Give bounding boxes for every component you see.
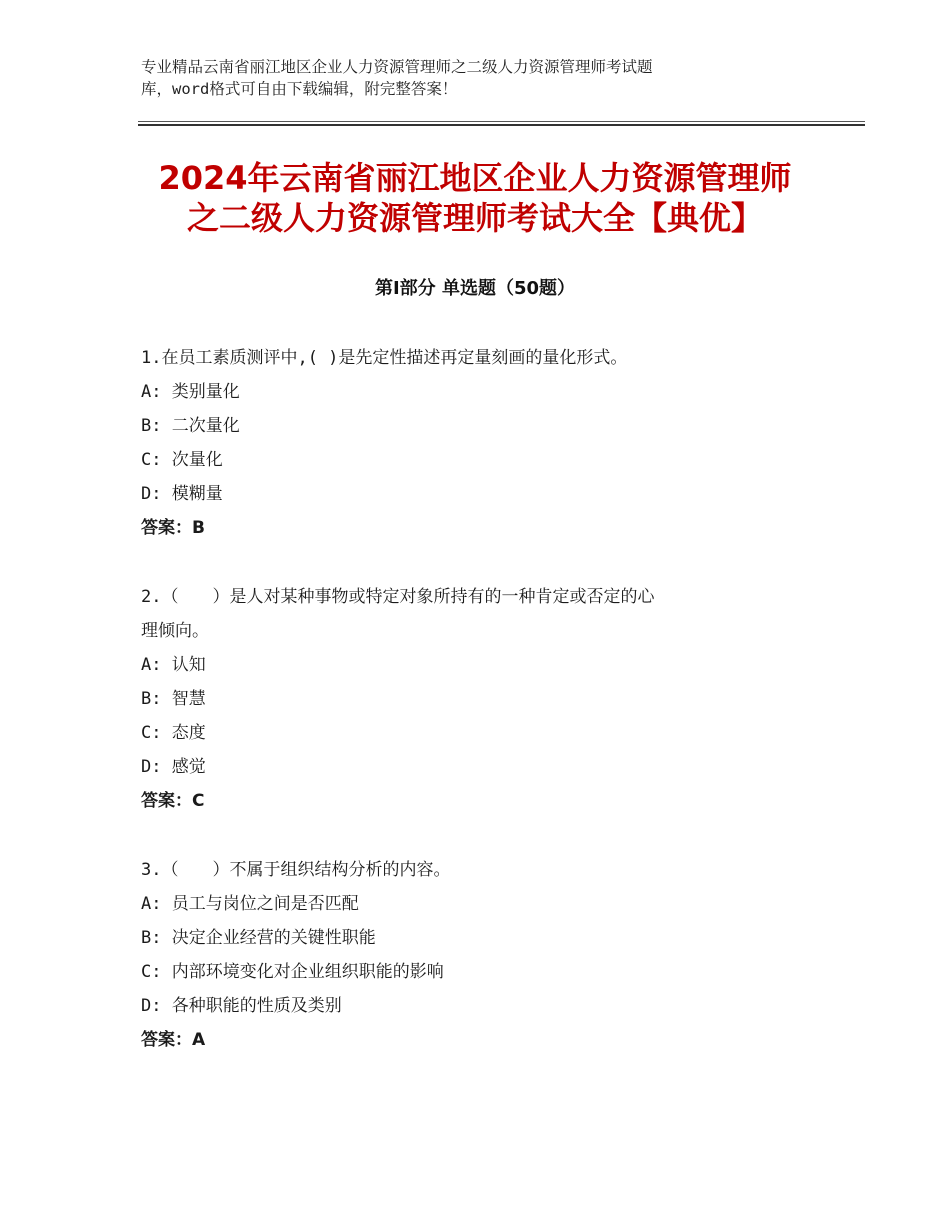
header-divider-thin xyxy=(138,121,865,122)
header-note-line-1: 专业精品云南省丽江地区企业人力资源管理师之二级人力资源管理师考试题 xyxy=(141,58,653,76)
option-d: D: 各种职能的性质及类别 xyxy=(141,996,342,1016)
section-title: 第Ⅰ部分 单选题（50题） xyxy=(374,278,575,299)
answer: 答案：B xyxy=(141,518,205,538)
option-a: A: 员工与岗位之间是否匹配 xyxy=(141,894,359,914)
header-note-line-2: 库，word格式可自由下载编辑，附完整答案！ xyxy=(141,80,458,98)
header-note xyxy=(141,56,791,100)
option-c: C: 内部环境变化对企业组织职能的影响 xyxy=(141,962,444,982)
answer: 答案：C xyxy=(141,791,205,811)
option-d: D: 模糊量 xyxy=(141,484,223,504)
question-stem-continuation: 理倾向。 xyxy=(141,621,209,641)
option-c: C: 态度 xyxy=(141,723,206,743)
document-title xyxy=(100,158,850,238)
option-b: B: 决定企业经营的关键性职能 xyxy=(141,928,376,948)
question-3 xyxy=(141,853,821,1057)
question-stem: 3.（ ）不属于组织结构分析的内容。 xyxy=(141,860,451,880)
option-a: A: 类别量化 xyxy=(141,382,240,402)
question-2 xyxy=(141,580,821,818)
question-1 xyxy=(141,341,821,545)
option-b: B: 二次量化 xyxy=(141,416,240,436)
option-a: A: 认知 xyxy=(141,655,206,675)
question-stem: 1.在员工素质测评中,( )是先定性描述再定量刻画的量化形式。 xyxy=(141,348,628,368)
option-c: C: 次量化 xyxy=(141,450,223,470)
option-b: B: 智慧 xyxy=(141,689,206,709)
document-title-line-1: 2024年云南省丽江地区企业人力资源管理师 xyxy=(158,159,792,197)
question-stem: 2.（ ）是人对某种事物或特定对象所持有的一种肯定或否定的心 xyxy=(141,587,655,607)
header-divider-thick xyxy=(138,124,865,126)
answer: 答案：A xyxy=(141,1030,206,1050)
option-d: D: 感觉 xyxy=(141,757,206,777)
document-title-line-2: 之二级人力资源管理师考试大全【典优】 xyxy=(186,199,763,237)
